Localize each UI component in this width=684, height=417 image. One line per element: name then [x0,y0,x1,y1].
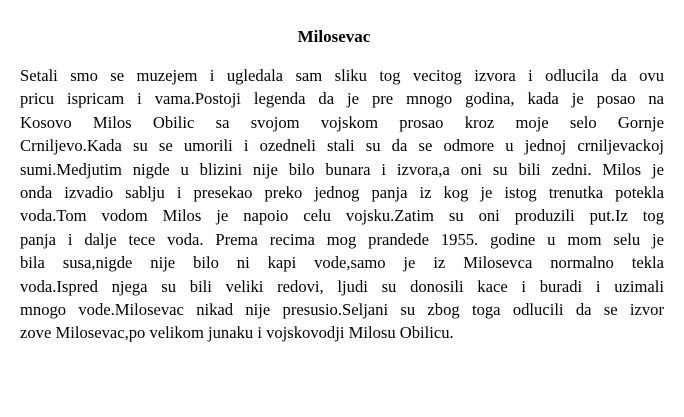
document-body [20,64,664,345]
text-line: voda.Tom vodom Milos je napoio celu vojsku.Zatim su oni produzili put.Iz tog [20,206,664,226]
text-line: panja i dalje tece voda. Prema recima mog prandede 1955. godine u mom selu je [20,229,664,249]
text-line: Kosovo Milos Obilic sa svojom vojskom prosao kroz moje selo Gornje [20,112,664,132]
text-line: mnogo vode.Milosevac nikad nije presusio.Seljani su zbog toga odlucili da se izvor [20,299,664,319]
document-title: Milosevac [297,27,371,46]
text-line: bila susa,nigde nije bilo ni kapi vode,samo je iz Milosevca normalno tekla [20,253,664,273]
text-line: voda.Ispred njega su bili veliki redovi, ljudi su donosili kace i buradi i uzimali [20,276,664,296]
text-line: pricu ispricam i vama.Postoji legenda da je pre mnogo godina, kada je posao na [20,89,664,109]
text-line: Setali smo se muzejem i ugledala sam sliku tog vecitog izvora i odlucila da ovu [20,66,664,85]
text-line: zove Milosevac,po velikom junaku i vojskovodji Milosu Obilicu. [20,323,454,343]
text-line: sumi.Medjutim nigde u blizini nije bilo bunara i izvora,a oni su bili zedni. Milos je [20,159,664,179]
text-line: Crniljevo.Kada su se umorili i ozedneli stali su da se odmore u jednoj crniljevackoj [20,136,664,156]
text-line: onda izvadio sablju i presekao preko jednog panja iz kog je istog trenutka potekla [20,182,664,202]
